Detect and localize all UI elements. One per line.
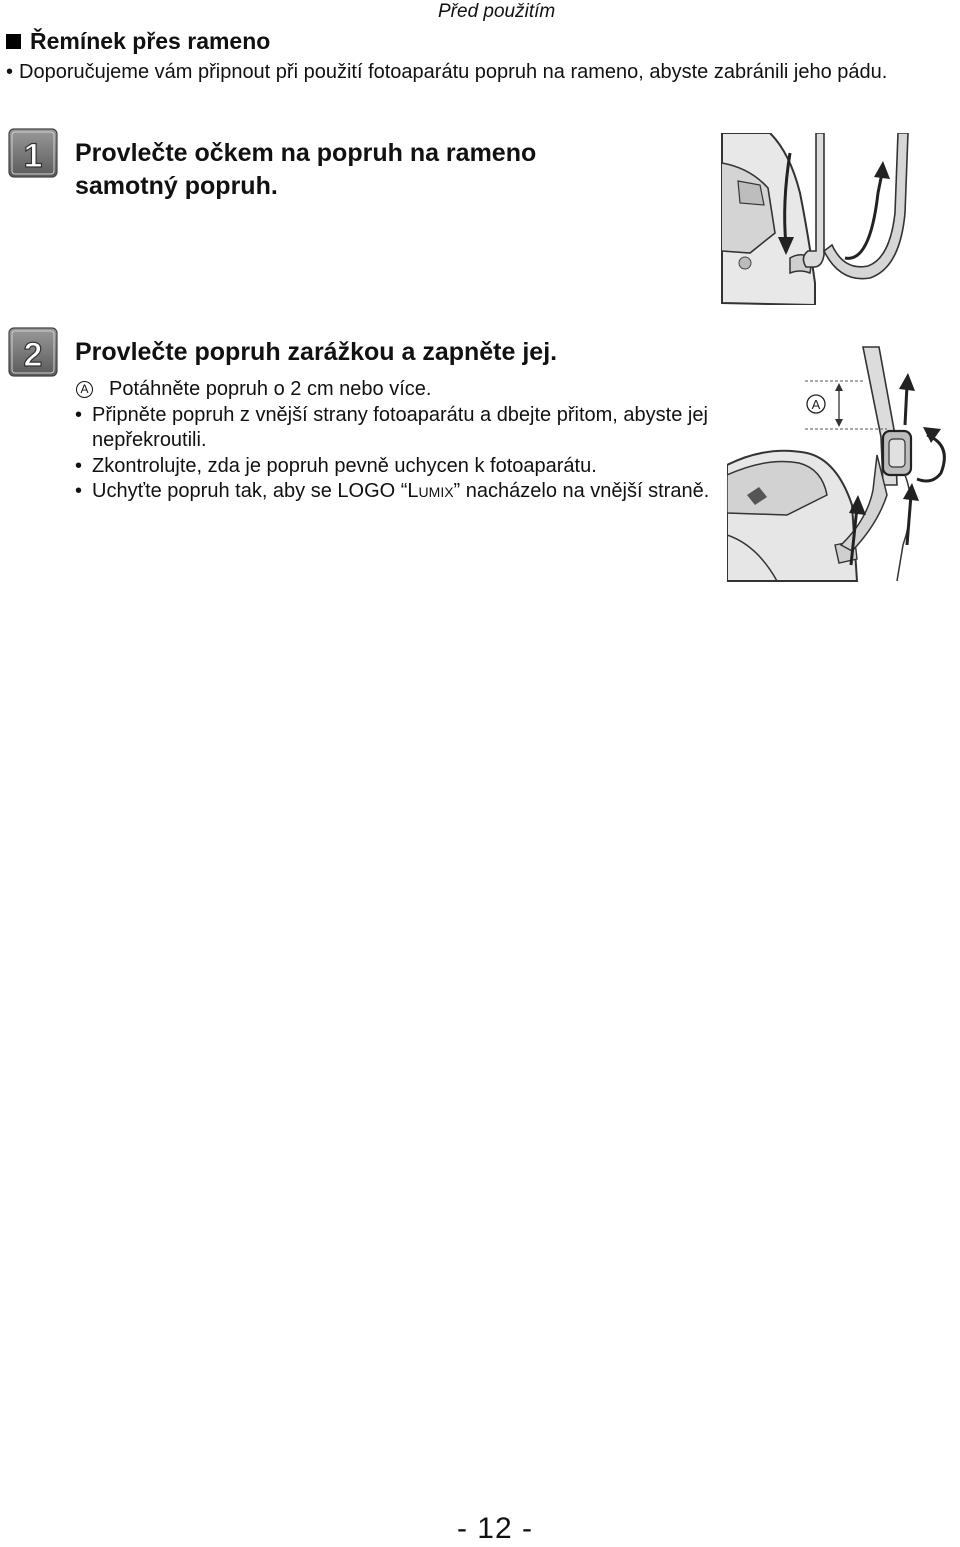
page-number: - 12 - (456, 1512, 534, 1545)
note-bullet (75, 403, 715, 454)
step-2-text: Provlečte popruh zarážkou a zapněte jej. (75, 338, 558, 366)
note-a-text: Potáhněte popruh o 2 cm nebo více. (109, 378, 432, 400)
section-title (6, 28, 270, 55)
brand-name: Lumix (407, 480, 454, 502)
label-a: A (811, 397, 821, 412)
bullet-dot: • (75, 454, 83, 477)
logo-note-before: Uchyťte popruh tak, aby se LOGO “ (92, 480, 408, 502)
step-1-badge-icon (8, 128, 58, 178)
step-1-text: Provlečte očkem na popruh na rameno samotný popruh. (75, 139, 537, 200)
step-2-notes (75, 377, 715, 505)
strap-threading-illustration (720, 133, 915, 305)
logo-note-after: ” nacházelo na vnější straně. (453, 480, 710, 502)
bullet-dot: • (75, 480, 83, 502)
square-bullet-icon (6, 34, 21, 49)
note-bullet-text: Připněte popruh z vnější strany fotoaparátu a dbejte přitom, abyste jej nepřekroutili. (92, 403, 708, 451)
note-bullet-text: Zkontrolujte, zda je popruh pevně uchycen k fotoaparátu. (92, 454, 597, 477)
running-header: Před použitím (438, 1, 556, 22)
step-2-badge-icon (8, 327, 58, 377)
note-bullet (75, 454, 715, 480)
step-1-number: 1 (23, 137, 43, 175)
note-a (75, 377, 715, 403)
step-2-number: 2 (23, 336, 43, 374)
strap-buckle-illustration (727, 345, 957, 583)
intro-text: Doporučujeme vám připnout při použití fotoaparátu popruh na rameno, abyste zabránili jeho pádu. (19, 61, 888, 83)
bullet-dot: • (75, 403, 83, 426)
note-bullet (75, 479, 715, 505)
intro-paragraph (6, 59, 956, 86)
bullet-dot: • (6, 61, 14, 83)
section-title-text: Řemínek přes rameno (30, 28, 271, 54)
logo-note-text (92, 479, 709, 505)
circled-a-marker: A (76, 381, 93, 398)
